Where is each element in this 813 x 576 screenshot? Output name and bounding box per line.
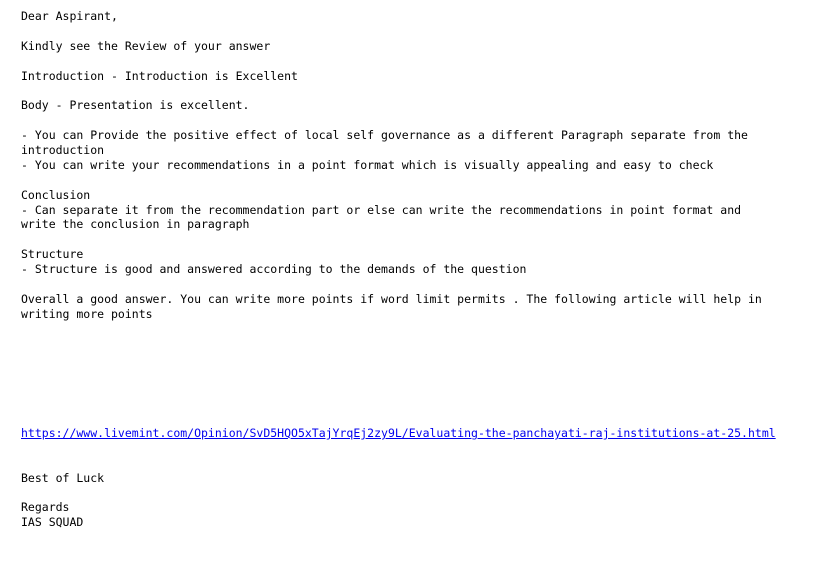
blank-line <box>21 322 809 337</box>
blank-line <box>21 83 809 98</box>
blank-line <box>21 54 809 69</box>
blank-line <box>21 24 809 39</box>
article-link[interactable]: https://www.livemint.com/Opinion/SvD5HQO5xTajYrqEj2zy9L/Evaluating-the-panchayati-raj-institutions-at-25.html <box>21 425 776 440</box>
text-line <box>21 426 809 441</box>
text-line: Introduction - Introduction is Excellent <box>21 68 298 83</box>
blank-line <box>21 113 809 128</box>
text-line: writing more points <box>21 306 153 321</box>
blank-line <box>21 337 809 352</box>
text-line: Kindly see the Review of your answer <box>21 38 271 53</box>
text-line: Dear Aspirant, <box>21 9 118 23</box>
text-line: Overall a good answer. You can write more points if word limit permits . The following article will help in <box>21 291 762 306</box>
text-line: - You can write your recommendations in a point format which is visually appealing and easy to check <box>21 157 714 172</box>
text-line: - Structure is good and answered according to the demands of the question <box>21 262 527 277</box>
blank-line <box>21 277 809 292</box>
text-line: Conclusion <box>21 187 91 202</box>
text-line: Regards <box>21 500 70 515</box>
text-line: Best of Luck <box>21 470 105 485</box>
blank-line <box>21 173 809 188</box>
text-line: write the conclusion in paragraph <box>21 217 250 232</box>
blank-line <box>21 396 809 411</box>
blank-line <box>21 351 809 366</box>
text-line: Structure <box>21 247 84 262</box>
document-lines <box>21 9 809 530</box>
text-line: - You can Provide the positive effect of local self governance as a different Paragraph separate from the <box>21 128 748 143</box>
text-line: Body - Presentation is excellent. <box>21 98 250 113</box>
text-line: introduction <box>21 143 105 158</box>
blank-line <box>21 381 809 396</box>
blank-line <box>21 366 809 381</box>
blank-line <box>21 411 809 426</box>
blank-line <box>21 441 809 456</box>
text-line: IAS SQUAD <box>21 515 84 530</box>
blank-line <box>21 232 809 247</box>
blank-line <box>21 456 809 471</box>
text-line: - Can separate it from the recommendation part or else can write the recommendations in point format and <box>21 202 742 217</box>
blank-line <box>21 486 809 501</box>
